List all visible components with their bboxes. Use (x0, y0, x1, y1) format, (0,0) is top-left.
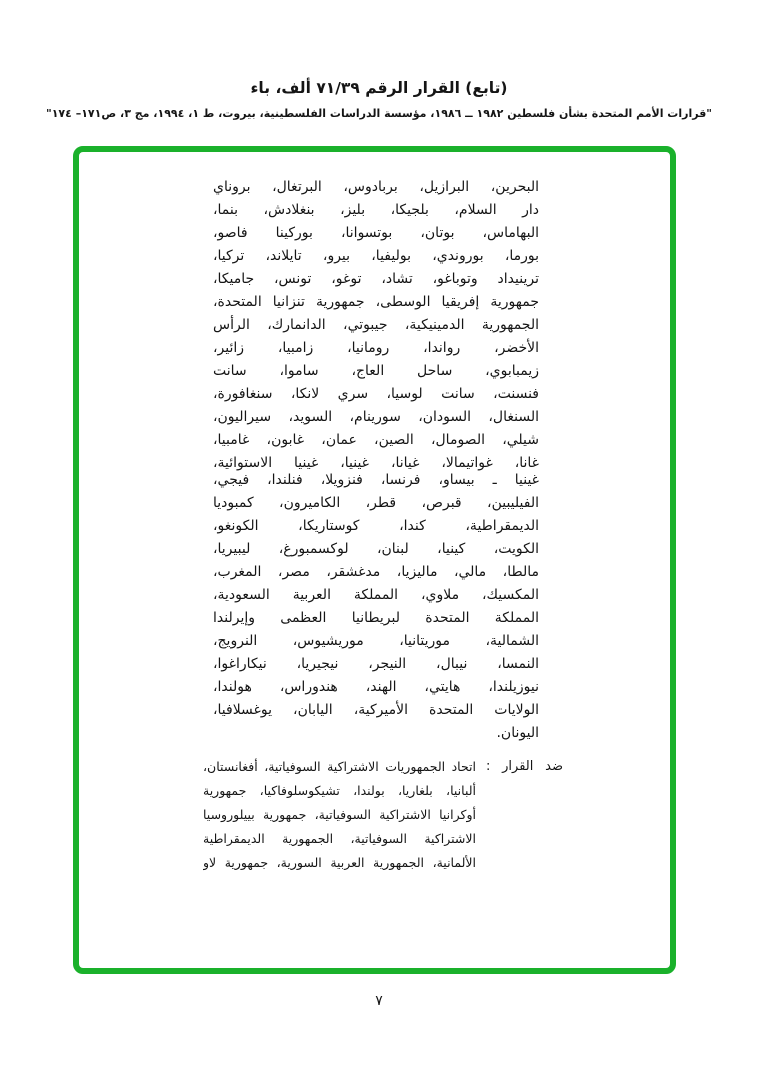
country-list-line: الشمالية، موريتانيا، موريشيوس، النرويج، (213, 633, 539, 649)
country-list-line: دار السلام، بلجيكا، بليز، بنغلادش، بنما، (213, 202, 539, 218)
against-line: الاشتراكية السوفياتية، الجمهورية الديمقراطية (203, 831, 476, 846)
country-list-line: فنسنت، سانت لوسيا، سري لانكا، سنغافورة، (213, 386, 539, 402)
country-list-line: بورما، بوروندي، بوليفيا، بيرو، تايلاند، تركيا، (213, 248, 539, 264)
country-list-line: البهاماس، بوتان، بوتسوانا، بوركينا فاصو، (213, 225, 539, 241)
header-source-citation: "قرارات الأمم المتحدة بشأن فلسطين ١٩٨٢ ــ ١٩٨٦، مؤسسة الدراسات الفلسطينية، بيروت، ط ١، ١٩٩٤، مج ٣، ص١٧١– ١٧٤" (45, 107, 713, 120)
in-favour-country-list (213, 176, 539, 745)
country-list-line: الأخضر، رواندا، رومانيا، زامبيا، زائير، (213, 340, 539, 356)
country-list-line: اليونان. (496, 725, 539, 741)
country-list-line: البحرين، البرازيل، بربادوس، البرتغال، بروناي (213, 179, 539, 195)
country-list-line: النمسا، نيبال، النيجر، نيجيريا، نيكاراغوا، (213, 656, 539, 672)
country-list-line: الولايات المتحدة الأميركية، اليابان، يوغسلافيا، (213, 702, 539, 718)
against-line: اتحاد الجمهوريات الاشتراكية السوفياتية، أفغانستان، (203, 759, 476, 774)
country-list-line: الكويت، كينيا، لبنان، لوكسمبورغ، ليبيريا، (213, 541, 539, 557)
country-list-line: زيمبابوي، ساحل العاج، ساموا، سانت (213, 363, 539, 379)
country-list-line: غينيا ـ بيساو، فرنسا، فنزويلا، فنلندا، فيجي، (213, 472, 539, 488)
country-list-line: الفيليبين، قبرص، قطر، الكاميرون، كمبوديا (213, 495, 539, 511)
country-list-line: شيلي، الصومال، الصين، عمان، غابون، غامبيا، (213, 432, 539, 448)
country-list-line: المكسيك، ملاوي، المملكة العربية السعودية، (213, 587, 539, 603)
country-list-line: المملكة المتحدة لبريطانيا العظمى وإيرلندا (213, 610, 539, 626)
country-list-line: جمهورية إفريقيا الوسطى، جمهورية تنزانيا المتحدة، (213, 294, 539, 310)
against-line: أوكرانيا الاشتراكية السوفياتية، جمهورية بييلوروسيا (203, 807, 476, 822)
country-list-line: مالطا، مالي، ماليزيا، مدغشقر، مصر، المغرب، (213, 564, 539, 580)
country-list-line: غانا، غواتيمالا، غيانا، غينيا، غينيا الاستوائية، (213, 455, 539, 471)
country-list-line: السنغال، السودان، سورينام، السويد، سيراليون، (213, 409, 539, 425)
against-resolution-label: ضد القرار : (486, 759, 563, 774)
page-number: ٧ (375, 993, 383, 1009)
country-list-line: نيوزيلندا، هايتي، الهند، هندوراس، هولندا، (213, 679, 539, 695)
against-resolution-body (203, 755, 476, 875)
against-line: الألمانية، الجمهورية العربية السورية، جمهورية لاو (203, 855, 476, 870)
country-list-line: الديمقراطية، كندا، كوستاريكا، الكونغو، (213, 518, 539, 534)
against-line: ألبانيا، بلغاريا، بولندا، تشيكوسلوفاكيا، جمهورية (203, 783, 476, 798)
header-resolution-title: (تابع) القرار الرقم ٧١/٣٩ ألف، باء (250, 79, 508, 97)
country-list-line: الجمهورية الدمينيكية، جيبوتي، الدانمارك، الرأس (213, 317, 539, 333)
country-list-line: ترينيداد وتوباغو، تشاد، توغو، تونس، جاميكا، (213, 271, 539, 287)
against-resolution-paragraph (203, 755, 563, 875)
